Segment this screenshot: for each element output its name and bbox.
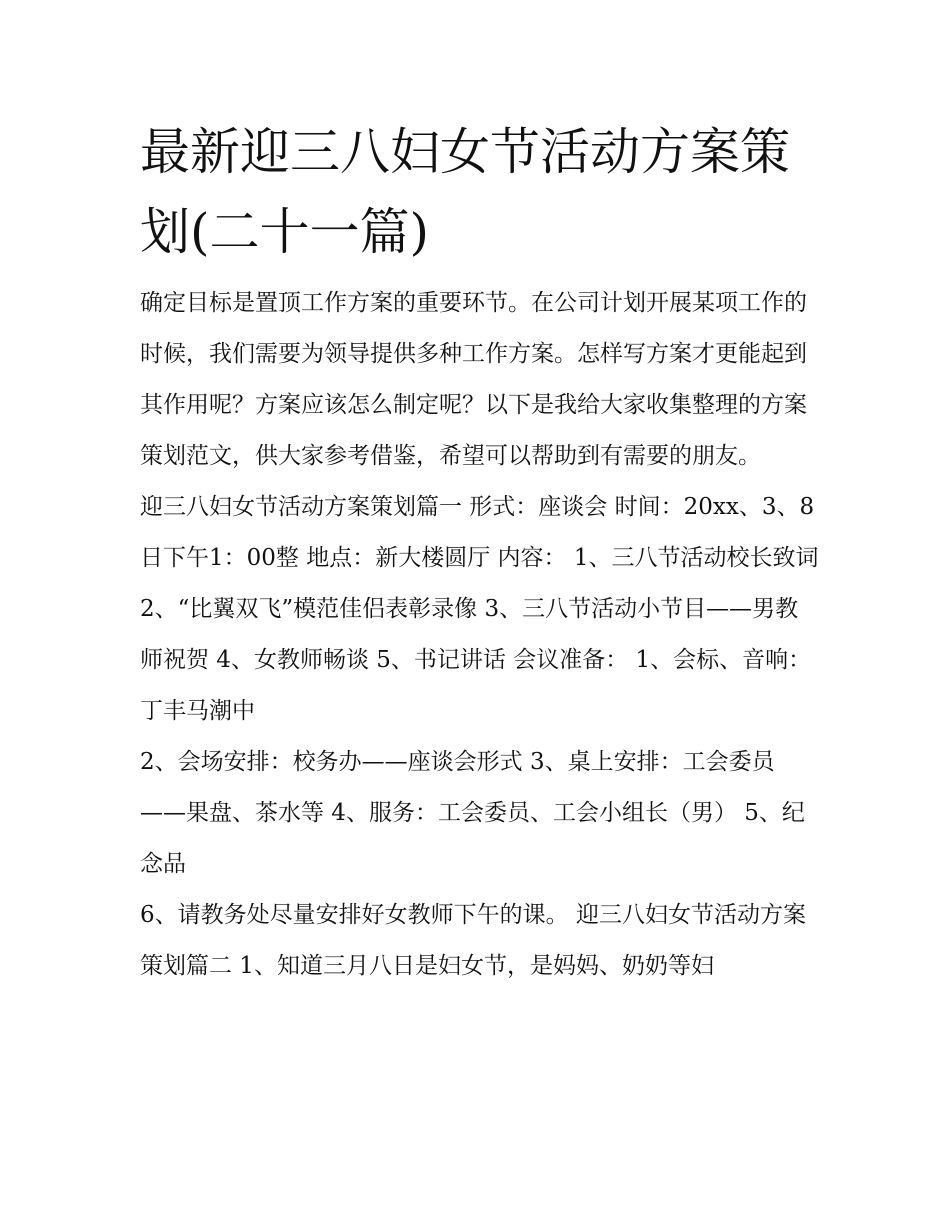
paragraph-intro: 确定目标是置顶工作方案的重要环节。在公司计划开展某项工作的时候，我们需要为领导提供多种工作方案。怎样写方案才更能起到其作用呢？方案应该怎么制定呢？以下是我给大家收集整理的方案策划范文，供大家参考借鉴，希望可以帮助到有需要的朋友。	[140, 290, 807, 469]
paragraph-program-items: 2、“比翼双飞”模范佳侣表彰录像 3、三八节活动小节目——男教师祝贺 4、女教师畅谈 5、书记讲话 会议准备： 1、会标、音响：丁丰马潮中	[140, 596, 812, 724]
paragraph-preparation: 2、会场安排：校务办——座谈会形式 3、桌上安排：工会委员——果盘、茶水等 4、服务：工会委员、工会小组长（男） 5、纪念品	[140, 749, 805, 877]
paragraph-plan-one: 迎三八妇女节活动方案策划篇一 形式：座谈会 时间：20xx、3、8日下午1：00整 地点：新大楼圆厅 内容： 1、三八节活动校长致词	[140, 494, 819, 571]
document-title: 最新迎三八妇女节活动方案策划(二十一篇)	[140, 123, 790, 261]
paragraph-plan-two: 6、请教务处尽量安排好女教师下午的课。 迎三八妇女节活动方案策划篇二 1、知道三月八日是妇女节，是妈妈、奶奶等妇	[140, 902, 806, 979]
document-body	[140, 278, 820, 992]
